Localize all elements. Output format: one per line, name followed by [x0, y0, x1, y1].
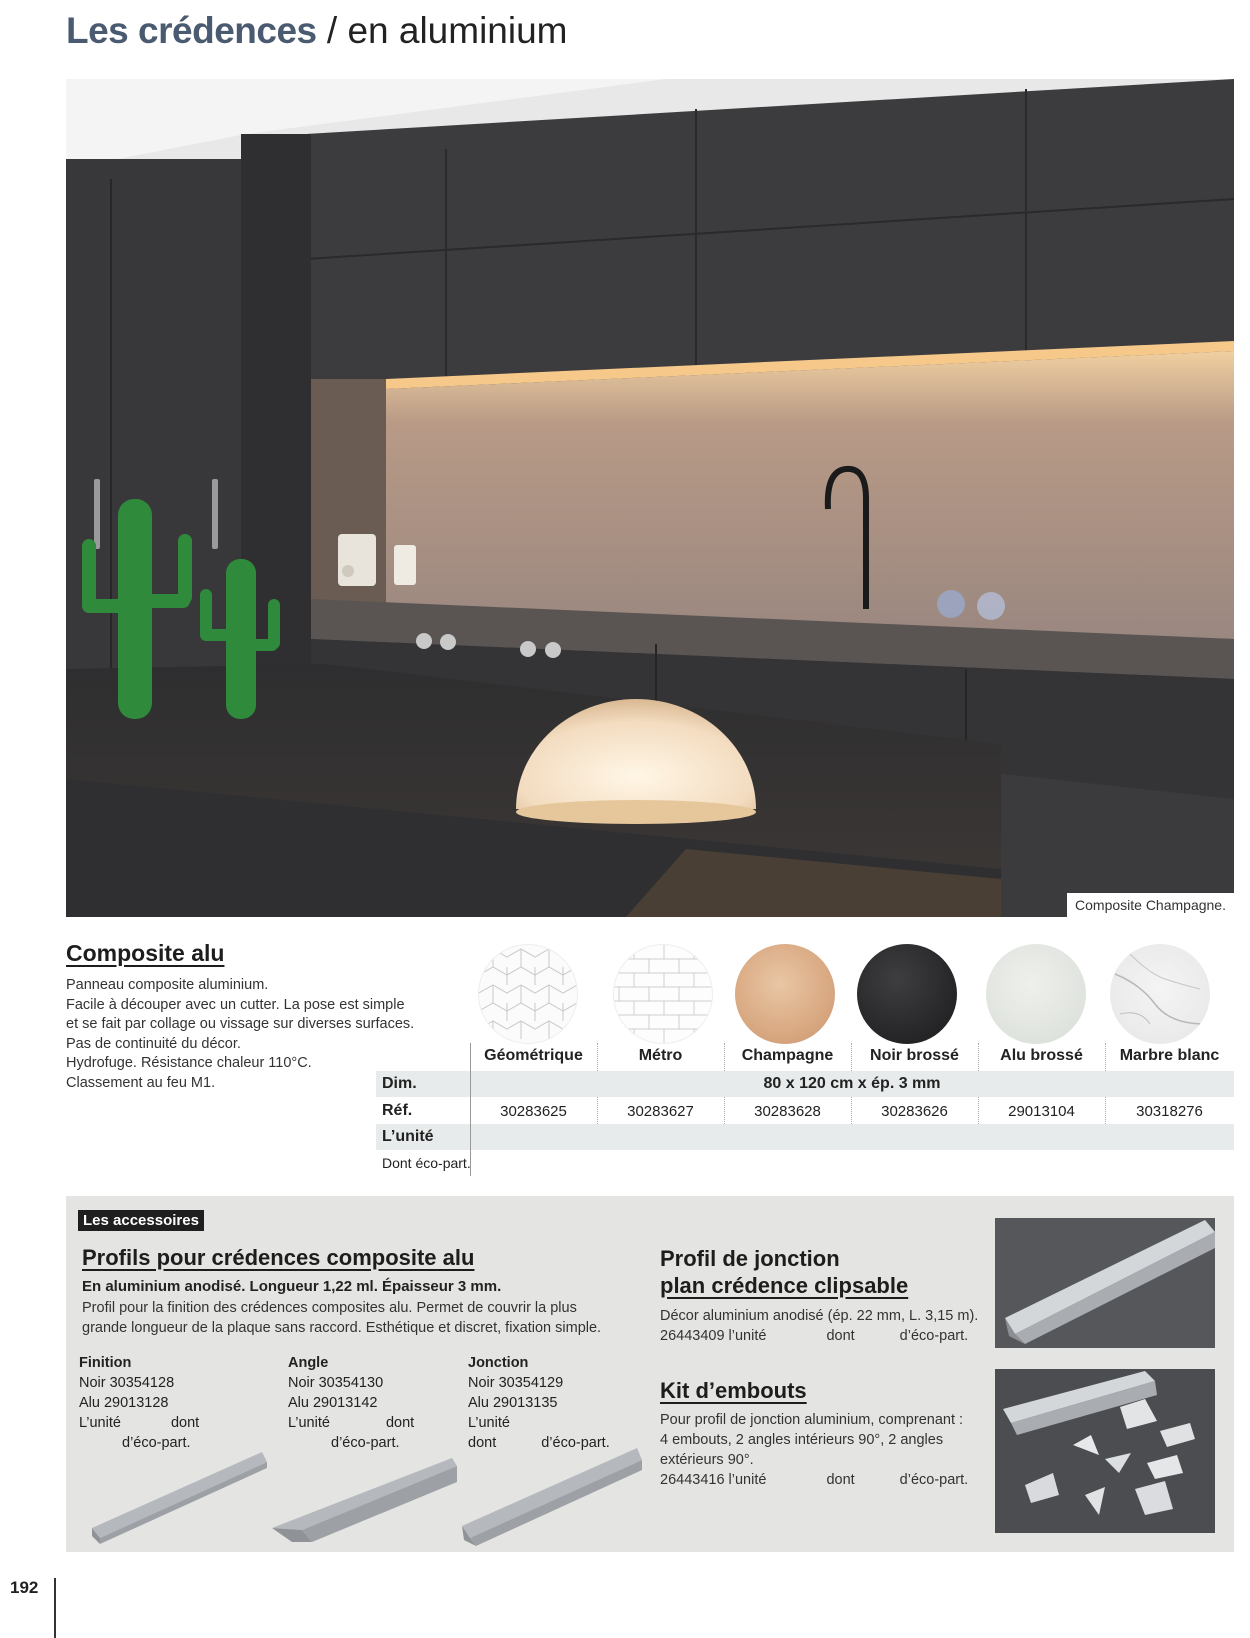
- jonction-profile-image: [462, 1448, 642, 1546]
- profil-jonction-title-line1: Profil de jonction: [660, 1246, 840, 1271]
- table-row-dim: [376, 1071, 1234, 1097]
- composite-alu-title: Composite alu: [66, 940, 225, 966]
- row-label: Dont éco-part.: [382, 1155, 471, 1171]
- table-divider: [724, 1097, 725, 1124]
- profil-jonction-title-line2: plan crédence clipsable: [660, 1273, 909, 1298]
- profil-jonction-photo: [995, 1218, 1215, 1348]
- finition-eco: d’éco-part.: [122, 1435, 191, 1451]
- table-divider: [851, 1043, 852, 1071]
- angle-unit: L’unité: [288, 1415, 330, 1431]
- finition-dont: dont: [170, 1415, 200, 1431]
- desc-line: Pas de continuité du décor.: [66, 1035, 241, 1052]
- jonction-dont: dont: [468, 1435, 497, 1451]
- desc-line: Classement au feu M1.: [66, 1074, 216, 1091]
- table-divider: [978, 1097, 979, 1124]
- table-divider: [597, 1043, 598, 1071]
- hero-caption: Composite Champagne.: [1067, 893, 1234, 917]
- profil-jonction-title: [660, 1245, 908, 1299]
- table-divider: [597, 1097, 598, 1124]
- swatch-noir-brosse: [857, 944, 957, 1044]
- desc-line: grande longueur de la plaque sans raccord. Esthétique et discret, fixation simple.: [82, 1320, 602, 1336]
- profil-jonction-eco: d’éco-part.: [899, 1328, 969, 1344]
- jonction-title: Jonction: [468, 1355, 529, 1371]
- ref-value: 30283628: [754, 1103, 821, 1120]
- jonction-block: [468, 1353, 610, 1453]
- col-header: Champagne: [741, 1047, 834, 1064]
- kit-embouts-description: [660, 1410, 968, 1490]
- composite-alu-description: [66, 976, 415, 1093]
- profil-jonction-desc: Décor aluminium anodisé (ép. 22 mm, L. 3,15 m).: [660, 1308, 979, 1324]
- kit-embouts-photo: [995, 1369, 1215, 1533]
- desc-line: et se fait par collage ou vissage sur diverses surfaces.: [66, 1016, 415, 1032]
- row-label: L’unité: [382, 1128, 434, 1145]
- swatch-marbre-blanc: [1110, 944, 1210, 1044]
- table-divider: [1105, 1097, 1106, 1124]
- jonction-alu: Alu 29013135: [468, 1395, 558, 1411]
- kit-desc-line: 4 embouts, 2 angles intérieurs 90°, 2 angles: [660, 1432, 944, 1448]
- table-row-eco: [376, 1150, 1234, 1176]
- kit-eco: d’éco-part.: [899, 1472, 969, 1488]
- page-title-main: Les crédences: [66, 10, 317, 51]
- ref-value: 29013104: [1008, 1103, 1075, 1120]
- kit-desc-line: extérieurs 90°.: [660, 1452, 754, 1468]
- table-divider: [1105, 1043, 1106, 1071]
- swatch-metro: [613, 944, 713, 1044]
- angle-title: Angle: [288, 1355, 329, 1371]
- angle-block: [288, 1353, 414, 1453]
- kit-ref: 26443416 l’unité: [660, 1472, 767, 1488]
- col-header: Noir brossé: [870, 1047, 959, 1064]
- finition-title: Finition: [79, 1355, 132, 1371]
- swatch-champagne: [735, 944, 835, 1044]
- jonction-noir: Noir 30354129: [468, 1375, 564, 1391]
- angle-alu: Alu 29013142: [288, 1395, 378, 1411]
- table-row-unit: [376, 1124, 1234, 1150]
- page-number: 192: [10, 1578, 39, 1597]
- angle-noir: Noir 30354130: [288, 1375, 384, 1391]
- angle-profile-image: [272, 1448, 457, 1546]
- swatch-alu-brosse: [986, 944, 1086, 1044]
- finition-alu: Alu 29013128: [79, 1395, 169, 1411]
- page-number-divider: [54, 1578, 56, 1638]
- table-divider: [978, 1043, 979, 1071]
- ref-value: 30283627: [627, 1103, 694, 1120]
- ref-value: 30318276: [1136, 1103, 1203, 1120]
- row-label: Réf.: [382, 1102, 413, 1119]
- accessories-title: Profils pour crédences composite alu: [82, 1245, 475, 1270]
- row-label: Dim.: [382, 1075, 417, 1092]
- table-divider: [470, 1043, 471, 1176]
- page-title: [66, 10, 568, 52]
- kit-embouts-title: Kit d’embouts: [660, 1378, 807, 1403]
- angle-dont: dont: [385, 1415, 415, 1431]
- table-divider: [851, 1097, 852, 1124]
- finition-noir: Noir 30354128: [79, 1375, 175, 1391]
- desc-line: Facile à découper avec un cutter. La pose est simple: [66, 996, 405, 1013]
- desc-line: Panneau composite aluminium.: [66, 977, 269, 993]
- finition-block: [79, 1353, 199, 1453]
- kit-desc-line: Pour profil de jonction aluminium, comprenant :: [660, 1412, 964, 1428]
- finition-profile-image: [92, 1448, 267, 1546]
- desc-line: Hydrofuge. Résistance chaleur 110°C.: [66, 1055, 312, 1071]
- desc-line: Profil pour la finition des crédences composites alu. Permet de couvrir la plus: [82, 1300, 577, 1316]
- profil-jonction-description: [660, 1306, 978, 1346]
- dim-value: 80 x 120 cm x ép. 3 mm: [763, 1075, 941, 1092]
- jonction-unit: L’unité: [468, 1415, 510, 1431]
- jonction-eco: d’éco-part.: [541, 1435, 610, 1451]
- swatch-geometrique: [478, 944, 578, 1044]
- accessories-subtitle: En aluminium anodisé. Longueur 1,22 ml. Épaisseur 3 mm.: [82, 1278, 502, 1295]
- hero-kitchen-photo: [66, 79, 1234, 917]
- profil-jonction-ref: 26443409 l’unité: [660, 1328, 767, 1344]
- angle-eco: d’éco-part.: [331, 1435, 400, 1451]
- col-header: Alu brossé: [1000, 1047, 1083, 1064]
- col-header: Marbre blanc: [1119, 1047, 1220, 1064]
- finition-unit: L’unité: [79, 1415, 121, 1431]
- accessories-tag: Les accessoires: [78, 1210, 204, 1231]
- kit-dont: dont: [826, 1472, 855, 1488]
- col-header: Géométrique: [484, 1047, 583, 1064]
- ref-value: 30283625: [500, 1103, 567, 1120]
- ref-value: 30283626: [881, 1103, 948, 1120]
- col-header: Métro: [638, 1047, 683, 1064]
- table-divider: [724, 1043, 725, 1071]
- profil-jonction-dont: dont: [826, 1328, 855, 1344]
- page-title-sub: / en aluminium: [316, 10, 568, 51]
- accessories-description: [82, 1298, 602, 1338]
- kitchen-illustration: [66, 79, 1234, 917]
